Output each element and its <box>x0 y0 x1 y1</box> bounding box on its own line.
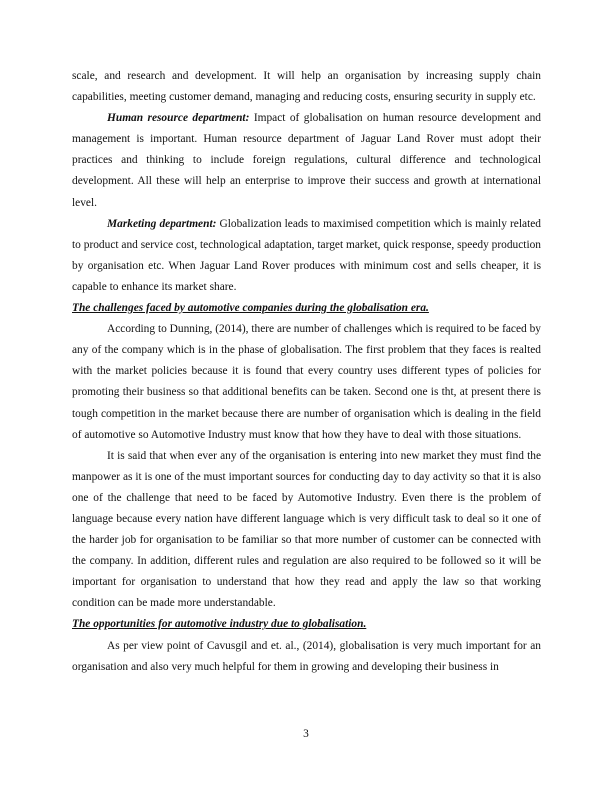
paragraph-text: Globalization leads to maximised competition which is mainly related to product and service cost, technological adaptation, target market, quick response, speedy production by organisation etc. When Jaguar Land Rover produces with minimum cost and sells cheaper, it is capable to enhance its market share. <box>72 217 541 293</box>
paragraph-marketing <box>72 214 541 298</box>
paragraph-lead-heading: Human resource department: <box>107 112 250 125</box>
paragraph-text: scale, and research and development. It will help an organisation by increasing supply chain capabilities, meeting customer demand, managing and reducing costs, ensuring security in supply etc. <box>72 70 541 104</box>
section-heading-opportunities: The opportunities for automotive industry due to globalisation. <box>72 618 367 631</box>
paragraph-text: Impact of globalisation on human resource development and management is important. Human resource department of Jaguar Land Rover must adopt their practices and thinking to include foreign regulations, cultural difference and technological development. All these will help an enterprise to improve their success and growth at international level. <box>72 112 541 209</box>
paragraph-dunning <box>72 319 541 446</box>
paragraph-human-resource <box>72 108 541 213</box>
paragraph-text: As per view point of Cavusgil and et. al., (2014), globalisation is very much important for an organisation and also very much helpful for them in growing and developing their business in <box>72 639 541 673</box>
section-heading-challenges: The challenges faced by automotive companies during the globalisation era. <box>72 302 429 315</box>
page-number: 3 <box>303 728 309 740</box>
paragraph-supply-chain <box>72 66 541 108</box>
paragraph-new-market <box>72 446 541 615</box>
paragraph-text: According to Dunning, (2014), there are number of challenges which is required to be faced by any of the company which is in the phase of globalisation. The first problem that they faces is realted with the market policies because it is found that every country uses different types of policies for promoting their business so that additional benefits can be taken. Second one is tht, at present there is tough competition in the market because there are number of organisation which is dealing in the field of automotive so Automotive Industry must know that how they have to deal with those situations. <box>72 323 541 441</box>
paragraph-lead-heading: Marketing department: <box>107 217 217 230</box>
document-body <box>72 66 541 678</box>
paragraph-cavusgil <box>72 636 541 678</box>
paragraph-text: It is said that when ever any of the organisation is entering into new market they must find the manpower as it is one of the must important sources for conducting day to day activity so that it is also one of the challenge that need to be faced by Automotive Industry. Even there is the problem of language because every nation have different language which is very difficult task to deal so it one of the harder job for organisation to be familiar so that more number of customer can be connected with the company. In addition, different rules and regulation are also required to be followed so it will be important for organisation to understand that how they read and apply the law so that working condition can be made more understandable. <box>72 449 541 610</box>
